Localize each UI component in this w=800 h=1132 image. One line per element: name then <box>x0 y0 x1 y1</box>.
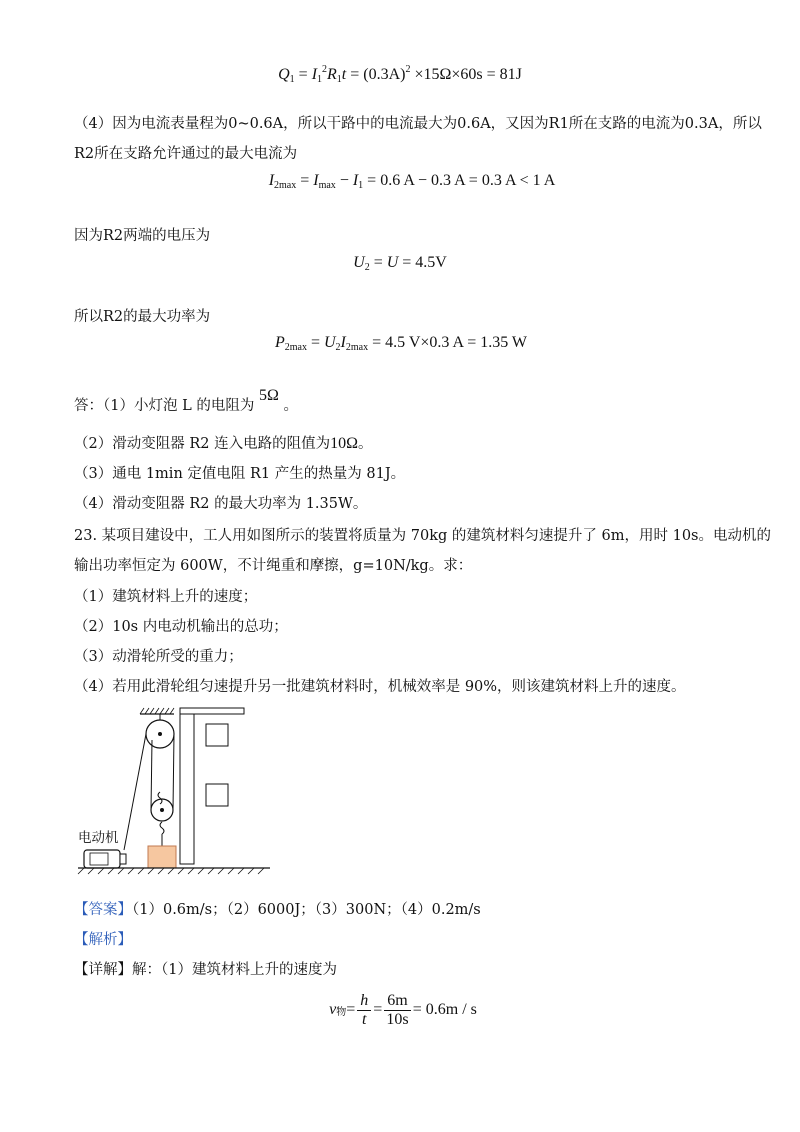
subscript: 2max <box>284 342 307 353</box>
top-beam-hatch <box>140 708 174 714</box>
equals: = <box>296 172 314 189</box>
symbol-p: P <box>274 334 285 351</box>
equals: = <box>306 334 324 351</box>
analysis-heading <box>74 930 132 950</box>
minus: − <box>335 172 353 189</box>
equation-p2max <box>266 334 536 353</box>
equation-u2 <box>340 254 460 273</box>
equation-part: = 0.6m / s <box>412 1001 477 1018</box>
figure-label-motor: 电动机 <box>78 830 119 846</box>
subscript: 2 <box>335 342 341 353</box>
fraction-6m-over-10s: $\frac{6m}{10s}$ <box>384 992 410 1029</box>
answer-end: 。 <box>357 436 373 452</box>
ground-hatch <box>78 868 264 874</box>
equals: = <box>369 254 387 271</box>
answer-summary-text: （1）0.6m/s；（2）6000J；（3）300N；（4）0.2m/s <box>132 902 481 918</box>
answer-text: 答：（1）小灯泡 L 的电阻为 <box>74 398 255 414</box>
detail-line <box>74 960 337 980</box>
answer-value: 10Ω <box>330 435 358 452</box>
analysis-tag: 【解析】 <box>74 932 132 948</box>
pulley-figure <box>74 700 274 880</box>
symbol-i: I <box>313 172 319 189</box>
symbol-i: I <box>340 334 346 351</box>
paragraph-4-line-1: （4）因为电流表量程为0~0.6A，所以干路中的电流最大为0.6A，又因为R1所在支路的电流为0.3A，所以 <box>74 116 762 132</box>
symbol-t: t <box>341 66 347 83</box>
symbol-u: U <box>353 254 365 271</box>
question-23-line-1: 23. 某项目建设中，工人用如图所示的装置将质量为 70kg 的建筑材料匀速提升了 6m，用时 10s。电动机的 <box>74 528 771 544</box>
answer-line-1 <box>74 387 298 416</box>
equation-part: = 4.5V <box>398 254 447 271</box>
window-upper <box>206 724 228 746</box>
subscript: 1 <box>358 180 364 191</box>
symbol-r: R <box>327 66 337 83</box>
subscript: 2max <box>345 342 369 353</box>
symbol-i: I <box>311 66 318 83</box>
symbol-v: v <box>329 1001 337 1018</box>
equals: = <box>294 66 312 83</box>
question-23-item-2: （2）10s 内电动机输出的总功； <box>74 619 288 635</box>
subscript: 1 <box>289 74 295 85</box>
fraction-h-over-t: $\frac{h}{t}$ <box>357 992 371 1029</box>
building-wall <box>180 714 194 864</box>
equals: = <box>346 1001 356 1018</box>
symbol-q: Q <box>278 66 290 83</box>
subscript: 1 <box>317 74 323 85</box>
rope-right <box>173 734 174 810</box>
answer-line-4: （4）滑动变阻器 R2 的最大功率为 1.35W。 <box>74 496 368 512</box>
equation-part: ×15Ω×60s = 81J <box>410 66 522 83</box>
answer-line-3: （3）通电 1min 定值电阻 R1 产生的热量为 81J。 <box>74 466 406 482</box>
question-23-item-1: （1）建筑材料上升的速度； <box>74 589 258 605</box>
window-lower <box>206 784 228 806</box>
equals: = <box>373 1001 383 1018</box>
equation-part: = 0.6 A − 0.3 A = 0.3 A < 1 A <box>363 172 556 189</box>
equation-velocity <box>318 988 488 1032</box>
answer-text: （2）滑动变阻器 R2 连入电路的阻值为 <box>74 436 331 452</box>
subscript: 物 <box>336 1006 347 1018</box>
question-23-item-4: （4）若用此滑轮组匀速提升另一批建筑材料时，机械效率是 90%，则该建筑材料上升的速度。 <box>74 679 686 695</box>
superscript: 2 <box>405 64 411 75</box>
question-23-line-2: 输出功率恒定为 600W，不计绳重和摩擦，g=10N/kg。求： <box>74 558 473 574</box>
subscript: 2 <box>364 262 370 273</box>
subscript: max <box>318 180 336 191</box>
equation-q1-heat <box>260 64 540 85</box>
answer-end: 。 <box>283 398 298 414</box>
rope-left <box>151 740 152 810</box>
symbol-u: U <box>323 334 336 351</box>
equation-part: = 4.5 V×0.3 A = 1.35 W <box>368 334 528 351</box>
answer-tag: 【答案】 <box>74 902 132 918</box>
subscript: 1 <box>336 74 342 85</box>
detail-tag: 【详解】 <box>74 962 132 978</box>
question-23-item-3: （3）动滑轮所受的重力； <box>74 649 243 665</box>
answer-line-2 <box>74 434 372 454</box>
building-material-box <box>148 846 176 868</box>
answer-value: 5Ω <box>258 387 279 404</box>
symbol-i: I <box>268 172 275 189</box>
equation-i2max <box>262 172 562 191</box>
subscript: 2max <box>274 180 297 191</box>
symbol-i: I <box>352 172 359 189</box>
paragraph-4-line-2: R2所在支路允许通过的最大电流为 <box>74 146 298 162</box>
rope-to-motor <box>124 734 146 850</box>
superscript: 2 <box>322 64 328 75</box>
answer-summary <box>74 900 481 920</box>
paragraph-u2: 因为R2两端的电压为 <box>74 228 211 244</box>
equation-part: = (0.3A) <box>346 66 406 83</box>
symbol-u: U <box>386 254 399 271</box>
paragraph-p2: 所以R2的最大功率为 <box>74 309 211 325</box>
building-roof <box>180 708 244 714</box>
detail-text: 解：（1）建筑材料上升的速度为 <box>132 962 337 978</box>
